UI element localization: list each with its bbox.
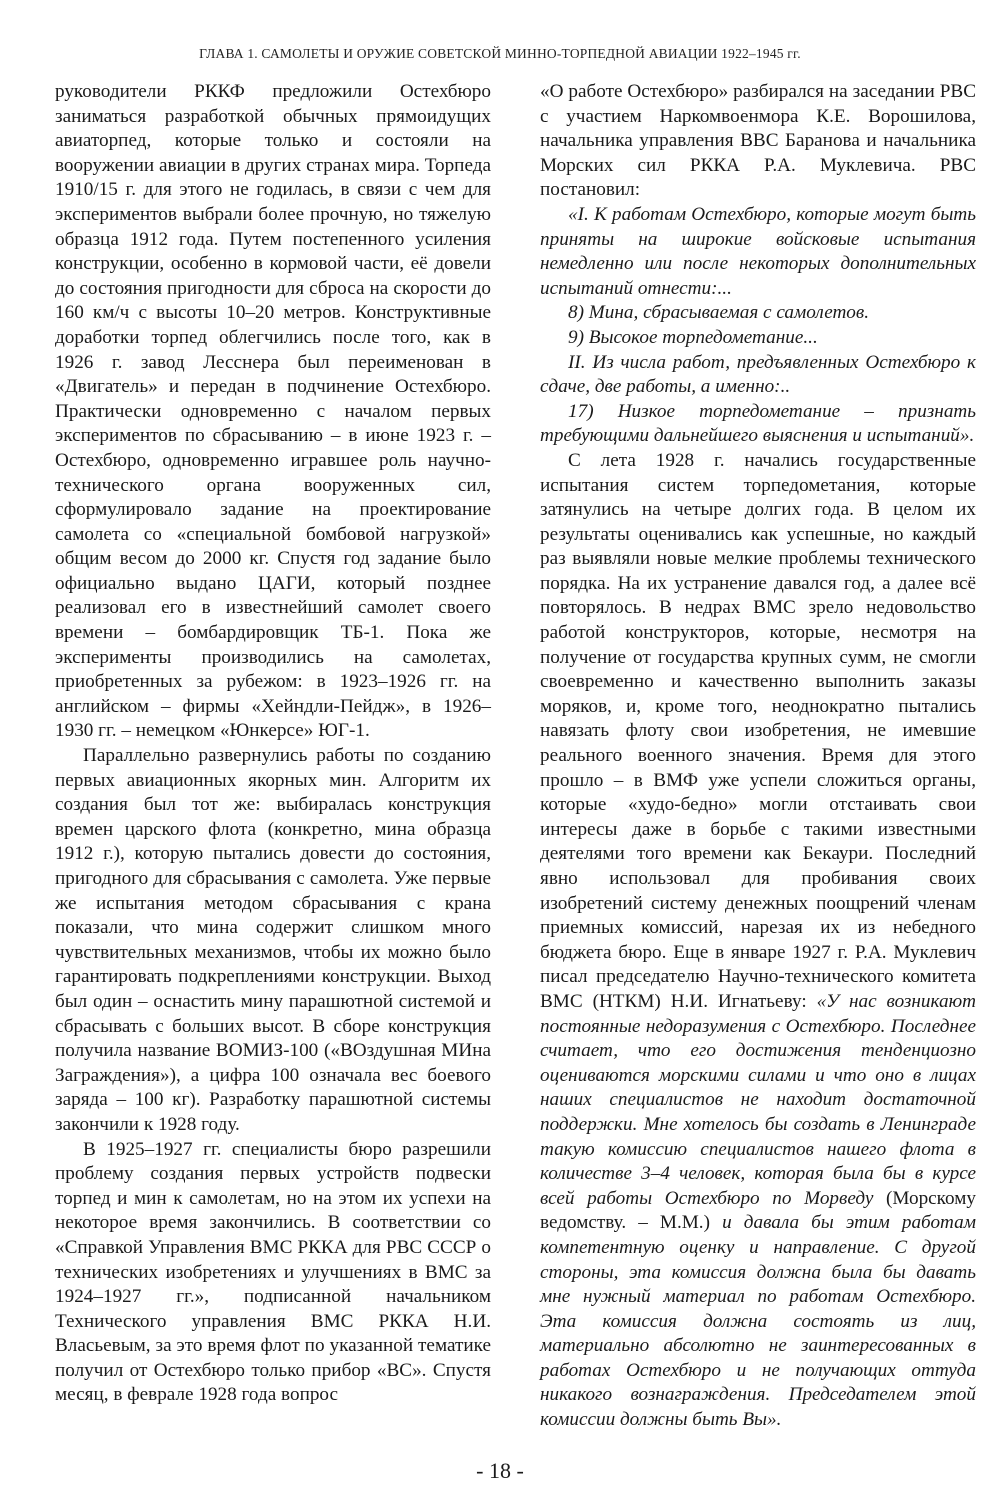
resolution-quote: 9) Высокое торпедометание... — [568, 326, 818, 348]
paragraph — [540, 449, 976, 1433]
paragraph: «О работе Остехбюро» разбирался на заседании РВС с участием Наркомвоенмора К.Е. Ворошилова, начальника управления ВВС Баранова и начальника Морских сил РККА Р.А. Муклевича. РВС постановил: — [540, 81, 976, 201]
running-header: ГЛАВА 1. САМОЛЕТЫ И ОРУЖИЕ СОВЕТСКОЙ МИННО-ТОРПЕДНОЙ АВИАЦИИ 1922–1945 гг. — [199, 46, 801, 61]
letter-quote: и давала бы этим работам компетентную оценку и направление. С другой стороны, эта комиссия должна была бы давать мне нужный материал по работам Остехбюро. Эта комиссия должна состоять из лиц, материально абсолютно не заинтересованных в работах Остехбюро и не получающих оттуда никакого вознаграждения. Председателем этой комиссии должны быть Вы». — [540, 1212, 976, 1431]
resolution-quote: 17) Низкое торпедометание – признать требующими дальнейшего выяснения и испытаний». — [540, 400, 976, 447]
right-column — [540, 80, 976, 1433]
paragraph: руководители РККФ предложили Остехбюро заниматься разработкой обычных прямоидущих авиаторпед, которые только и состояли на вооружении авиации в других странах мира. Торпеда 1910/15 г. для этого не годилась, в связи с чем для экспериментов выбрали более прочную, но тяжелую образца 1912 года. Путем постепенного усиления конструкции, особенно в кормовой части, её довели до состояния пригодности для сброса на скорости до 160 км/ч с высоты 10–20 метров. Конструктивные доработки торпед облегчились после того, как в 1926 г. завод Лесснера был переименован в «Двигатель» и передан в подчинение Остехбюро. Практически одновременно с началом первых экспериментов по сбрасыванию – в июне 1923 г. – Остехбюро, одновременно игравшее роль научно-технического органа вооруженных сил, сформулировало задание на проектирование самолета со «специальной бомбовой нагрузкой» общим весом до 2000 кг. Спустя год задание было официально выдано ЦАГИ, который позднее реализовал его в известнейший самолет своего времени – бомбардировщик ТБ-1. Пока же эксперименты производились на самолетах, приобретенных за рубежом: в 1923–1926 гг. на английском – фирмы «Хейндли-Пейдж», в 1926–1930 гг. – немецком «Юнкерсе» ЮГ-1. — [55, 81, 491, 742]
left-column — [55, 80, 491, 1408]
paragraph: В 1925–1927 гг. специалисты бюро разрешили проблему создания первых устройств подвески торпед и мин к самолетам, но на этом их успехи на некоторое время закончились. В соответствии со «Справкой Управления ВМС РККА для РВС СССР о технических изобретениях и улучшениях в ВМС за 1924–1927 гг.», подписанной начальником Технического управления ВМС РККА Н.И. Власьевым, за это время флот по указанной тематике получил от Остехбюро только прибор «ВС». Спустя месяц, в феврале 1928 года вопрос — [55, 1138, 491, 1406]
editor-note: (Морскому ведомству. – М.М.) — [540, 1187, 976, 1234]
paragraph: Параллельно развернулись работы по созданию первых авиационных якорных мин. Алгоритм их создания был тот же: выбиралась конструкция времен царского флота (конкретно, мина образца 1912 г.), которую пытались довести до состояния, пригодного для сбрасывания с самолета. Уже первые же испытания методом сбрасывания с крана показали, что мина содержит слишком много чувствительных механизмов, чтобы их можно было гарантировать подкреплениями конструкции. Выход был один – оснастить мину парашютной системой и сбрасывать с больших высот. В сборе конструкция получила название ВОМИЗ-100 («ВОздушная МИна Заграждения»), а цифра 100 означала вес боевого заряда – 100 кг). Разработку парашютной системы закончили к 1928 году. — [55, 745, 491, 1135]
letter-quote: «У нас возникают постоянные недоразумения с Остехбюро. Последнее считает, что его достижения тенденциозно оцениваются морскими силами и что оно в лицах наших специалистов не находит достаточной поддержки. Мне хотелось бы создать в Ленинграде такую комиссию специалистов нашего флота в количестве 3–4 человек, которая была бы в курсе всей работы Остехбюро по Морведу — [540, 990, 977, 1209]
page-number: - 18 - — [476, 1458, 524, 1483]
resolution-quote: «I. К работам Остехбюро, которые могут быть приняты на широкие войсковые испытания немедленно или после некоторых дополнительных испытаний отнести:... — [540, 203, 976, 299]
resolution-quote: 8) Мина, сбрасываемая с самолетов. — [568, 302, 870, 324]
resolution-quote: II. Из числа работ, предъявленных Остехбюро к сдаче, две работы, а именно:.. — [540, 351, 976, 398]
paragraph-text: С лета 1928 г. начались государственные испытания систем торпедометания, которые затянулись на четыре долгих года. В целом их результаты оценивались как успешные, но каждый раз выявляли новые мелкие проблемы технического порядка. На их устранение давался год, а далее всё повторялось. В недрах ВМС зрело недовольство работой конструкторов, которые, несмотря на получение от государства крупных сумм, не смогли своевременно и качественно выполнить заказы моряков, и, кроме того, неоднократно пытались навязать флоту свои изобретения, не имевшие реального военного значения. Время для этого прошло – в ВМФ уже успели сложиться органы, которые «худо-бедно» могли отстаивать свои интересы даже в борьбе с такими известными деятелями того времени как Бекаури. Последний явно использовал для пробивания своих изобретений систему денежных поощрений членам приемных комиссий, нарезая их из небедного бюджета бюро. Еще в январе 1927 г. Р.А. Муклевич писал председателю Научно-технического комитета ВМС (НТКМ) Н.И. Игнатьеву: — [540, 449, 976, 1012]
text-columns — [0, 80, 1000, 1445]
